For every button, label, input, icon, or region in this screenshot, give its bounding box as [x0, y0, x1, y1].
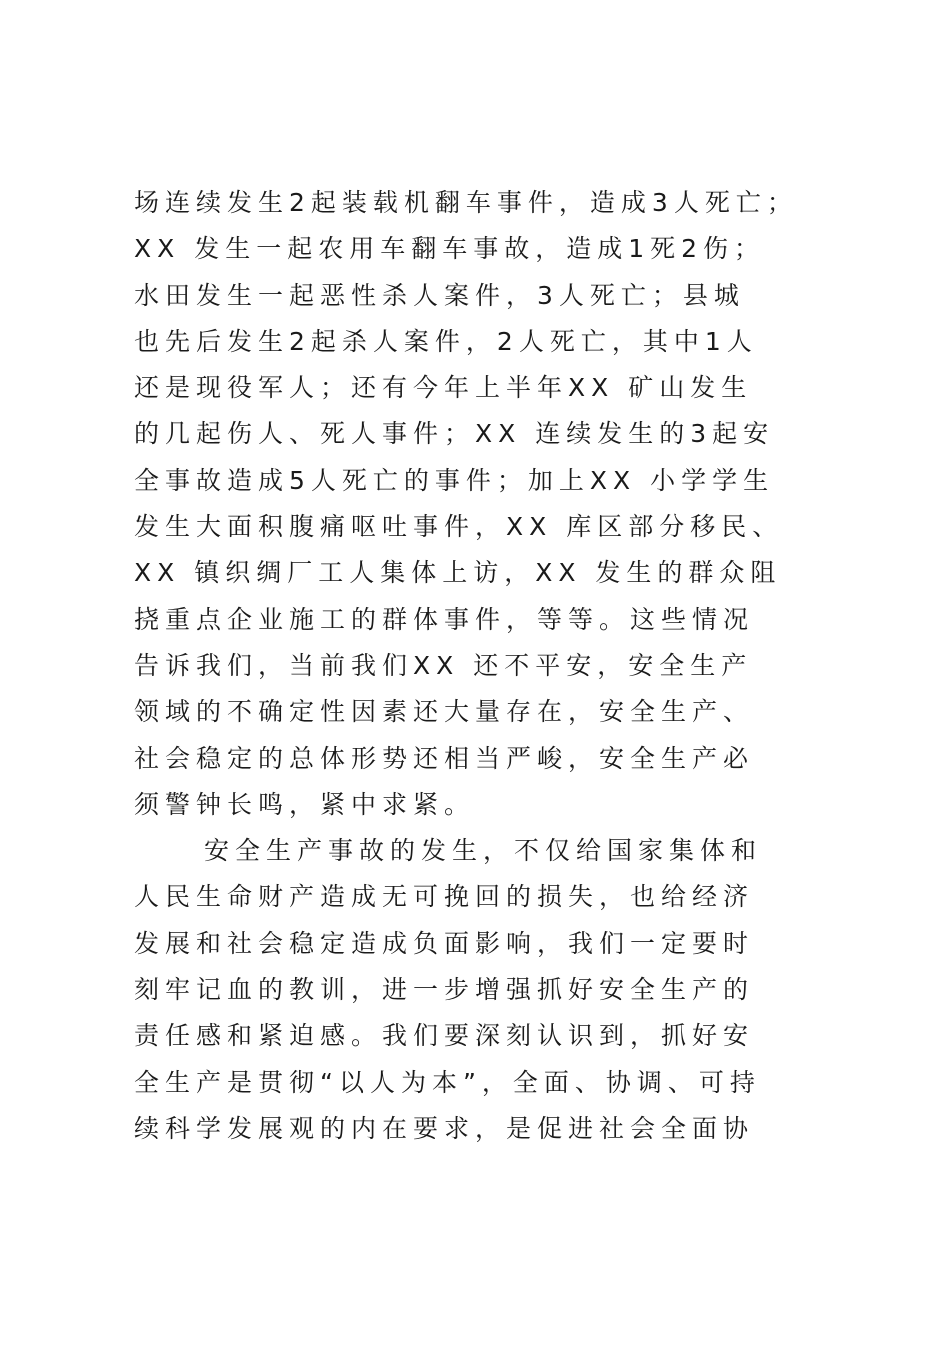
text-line: 须警钟长鸣，紧中求紧。 [134, 789, 476, 819]
text-line: 挠重点企业施工的群体事件，等等。这些情况 [134, 604, 755, 634]
text-line: 也先后发生2起杀人案件，2人死亡，其中1人 [134, 326, 758, 356]
text-line: 发生大面积腹痛呕吐事件，XX 库区部分移民、 [134, 512, 784, 542]
paragraph-1 [134, 180, 824, 828]
text-line: XX 发生一起农用车翻车事故，造成1死2伤； [134, 234, 766, 264]
paragraph-2 [134, 828, 824, 1152]
text-line: 全生产是贯彻“以人为本”，全面、协调、可持 [134, 1067, 761, 1097]
text-line: 刻牢记血的教训，进一步增强抓好安全生产的 [134, 975, 755, 1005]
text-line: 社会稳定的总体形势还相当严峻，安全生产必 [134, 743, 755, 773]
text-line: 续科学发展观的内在要求，是促进社会全面协 [134, 1113, 755, 1143]
text-line: 发展和社会稳定造成负面影响，我们一定要时 [134, 928, 755, 958]
text-line: 领域的不确定性因素还大量存在，安全生产、 [134, 697, 755, 727]
text-line: 人民生命财产造成无可挽回的损失，也给经济 [134, 882, 755, 912]
text-line: XX 镇织绸厂工人集体上访，XX 发生的群众阻 [134, 558, 782, 588]
text-line: 安全生产事故的发生，不仅给国家集体和 [204, 836, 763, 866]
text-line: 责任感和紧迫感。我们要深刻认识到，抓好安 [134, 1021, 755, 1051]
text-line: 还是现役军人；还有今年上半年XX 矿山发生 [134, 373, 753, 403]
text-line: 全事故造成5人死亡的事件；加上XX 小学学生 [134, 465, 775, 495]
text-line: 水田发生一起恶性杀人案件，3人死亡；县城 [134, 280, 745, 310]
text-line: 场连续发生2起装载机翻车事件，造成3人死亡； [134, 188, 798, 217]
body-text [134, 180, 824, 1152]
text-line: 的几起伤人、死人事件；XX 连续发生的3起安 [134, 419, 775, 449]
text-line: 告诉我们，当前我们XX 还不平安，安全生产 [134, 650, 753, 680]
